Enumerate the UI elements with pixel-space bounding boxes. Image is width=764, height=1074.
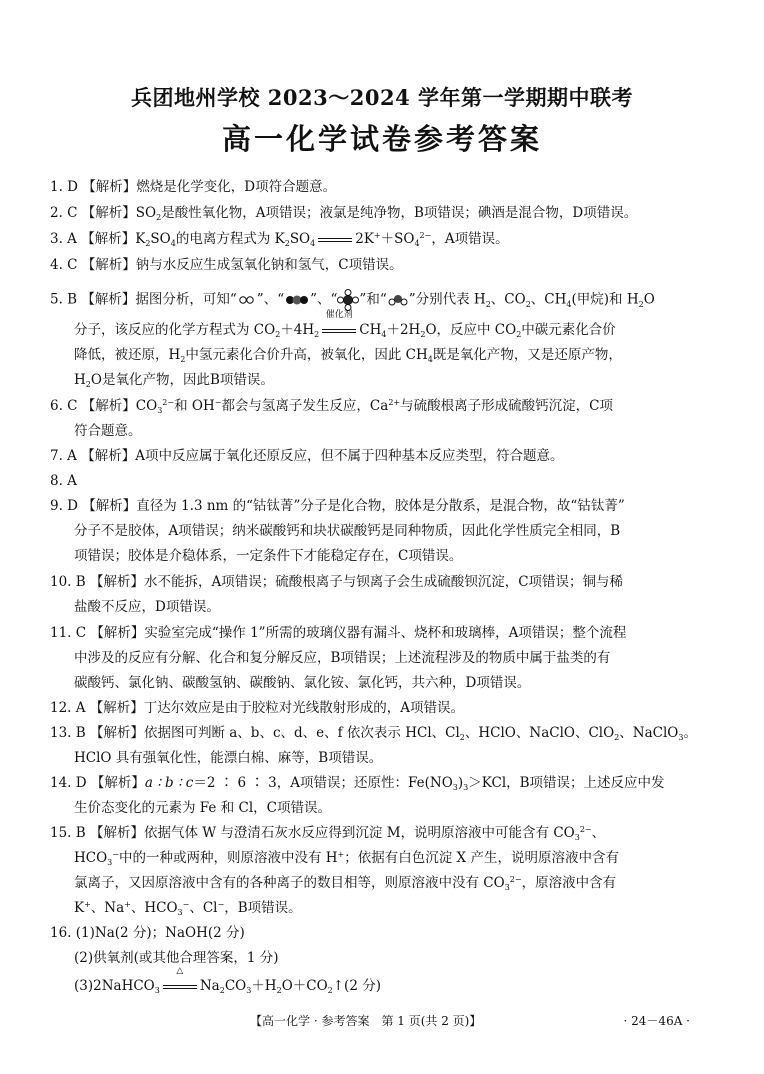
answer-15-line-2: $HCO_3^-$中的一种或两种，则原溶液中没有 H+；依据有白色沉淀 X 产生，说明原溶液中含有 [74,850,619,867]
answer-11-line-3: 碳酸钙、氯化钠、碳酸氢钠、碳酸钠、氯化铵、氯化钙，共六种，D项错误。 [74,675,531,691]
answer-11-line-1: 11. C 【解析】实验室完成“操作 1”所需的玻璃仪器有漏斗、烧杯和玻璃棒，A项错误；整个流程 [50,625,627,641]
answer-15-line-3: 氯离子，又因原溶液中含有的各种离子的数目相等，则原溶液中没有 $CO_3^{2-}$，原溶液中含有 [74,875,617,892]
answer-16-part-3: (3)2NaHCO$_3$ △ $Na_2CO_3+H_2O+CO_2↑(2$ 分) [74,966,381,995]
exam-title: 兵团地州学校 2023～2024 学年第一学期期中联考 [130,85,633,110]
answer-7: 7. A 【解析】A项中反应属于氧化还原反应，但不属于四种基本反应类型，符合题意。 [50,448,564,464]
answer-15-line-1: 15. B 【解析】依据气体 W 与澄清石灰水反应得到沉淀 M，说明原溶液中可能含有 $CO_3^{2-}$、 [50,825,606,842]
answer-9-line-3: 项错误；胶体是介稳体系，一定条件下才能稳定存在，C项错误。 [74,548,463,564]
answer-14-line-2: 生价态变化的元素为 Fe 和 Cl，C项错误。 [74,800,331,816]
answer-14-line-1: 14. D 【解析】a ∶ b ∶ c＝2 ∶ 6 ∶ 3，A项错误；还原性：$Fe(NO_3)_3>KCl$，B项错误；上述反应中发 [50,775,665,792]
answer-5-line-3: 降低，被还原，$H_2$中氢元素化合价升高，被氧化，因此 $CH_4$既是氧化产物，又是还原产物， [74,347,622,364]
answer-8: 8. A [50,473,77,489]
heat-arrow: △ [162,977,198,995]
answer-4: 4. C 【解析】钠与水反应生成氢氧化钠和氢气，C项错误。 [50,257,403,273]
answer-5-line-2: 分子，该反应的化学方程式为 $CO_2+4H_2$ 催化剂 $CH_4+2H_2O$，反应中 $CO_2$中碳元素化合价 [74,310,616,339]
answer-11-line-2: 中涉及的反应有分解、化合和复分解反应，B项错误；上述流程涉及的物质中属于盐类的有 [74,650,611,666]
answer-9-line-1: 9. D 【解析】直径为 1.3 nm 的“钴钛菁”分子是化合物，胶体是分散系，是混合物，故“钴钛菁” [50,498,625,514]
answer-13-line-2: HClO 具有强氧化性，能漂白棉、麻等，B项错误。 [74,750,383,766]
answer-13-line-1: 13. B 【解析】依据图可判断 a、b、c、d、e、f 依次表示 HCl、$Cl_2$、HClO、NaClO、ClO$_2$、NaClO$_3$。 [50,725,697,742]
answer-16-part-2: (2)供氧剂(或其他合理答案，1 分) [74,950,279,966]
answer-10-line-2: 盐酸不反应，D项错误。 [74,599,220,615]
page-footer: 【高一化学 · 参考答案 第 1 页(共 2 页)】 [250,1014,482,1028]
reaction-equals [317,230,353,248]
answer-6-line-1: 6. C 【解析】$CO_3^{2-}$和 OH−都会与氢离子发生反应，$Ca^{2+}$与硫酸根离子形成硫酸钙沉淀，C项 [50,398,613,415]
carbon-dioxide-molecule-icon [284,294,310,306]
answer-3: 3. A 【解析】$K_2SO_4$的电离方程式为 $K_2SO_4$ $2K^++SO_4^{2-}$，A项错误。 [50,231,509,248]
water-molecule-icon [387,294,409,306]
document-code: · 24－46A · [623,1014,690,1028]
answer-9-line-2: 分子不是胶体，A项错误；纳米碳酸钙和块状碳酸钙是同种物质，因此化学性质完全相同，B [74,523,621,539]
answer-10-line-1: 10. B 【解析】水不能拆，A项错误；硫酸根离子与钡离子会生成硫酸钡沉淀，C项错误；铜与稀 [50,574,624,590]
document-title: 高一化学试卷参考答案 [221,122,542,156]
answer-5-line-4: $H_2O$是氧化产物，因此B项错误。 [74,372,274,389]
hydrogen-molecule-icon [237,295,257,305]
answer-15-line-4: K+、Na+、$HCO_3^-$、Cl−，B项错误。 [74,900,302,917]
answer-1: 1. D 【解析】燃烧是化学变化，D项符合题意。 [50,179,337,195]
answer-16-part-1: 16. (1)Na(2 分)；NaOH(2 分) [50,925,245,941]
catalyst-arrow: 催化剂 [321,321,357,339]
answer-2: 2. C 【解析】$SO_2$是酸性氧化物，A项错误；液氯是纯净物，B项错误；碘酒是混合物，D项错误。 [50,205,638,222]
answer-5-line-1: 5. B 【解析】据图分析，可知“ ”、“ ”、“ ”和“ ”分别代表 $H_2$、$CO_2$、$CH_4$(甲烷)和 $H_2O$ [50,289,655,311]
methane-molecule-icon [337,289,359,311]
answer-12: 12. A 【解析】丁达尔效应是由于胶粒对光线散射形成的，A项错误。 [50,700,465,716]
answer-6-line-2: 符合题意。 [74,423,142,439]
